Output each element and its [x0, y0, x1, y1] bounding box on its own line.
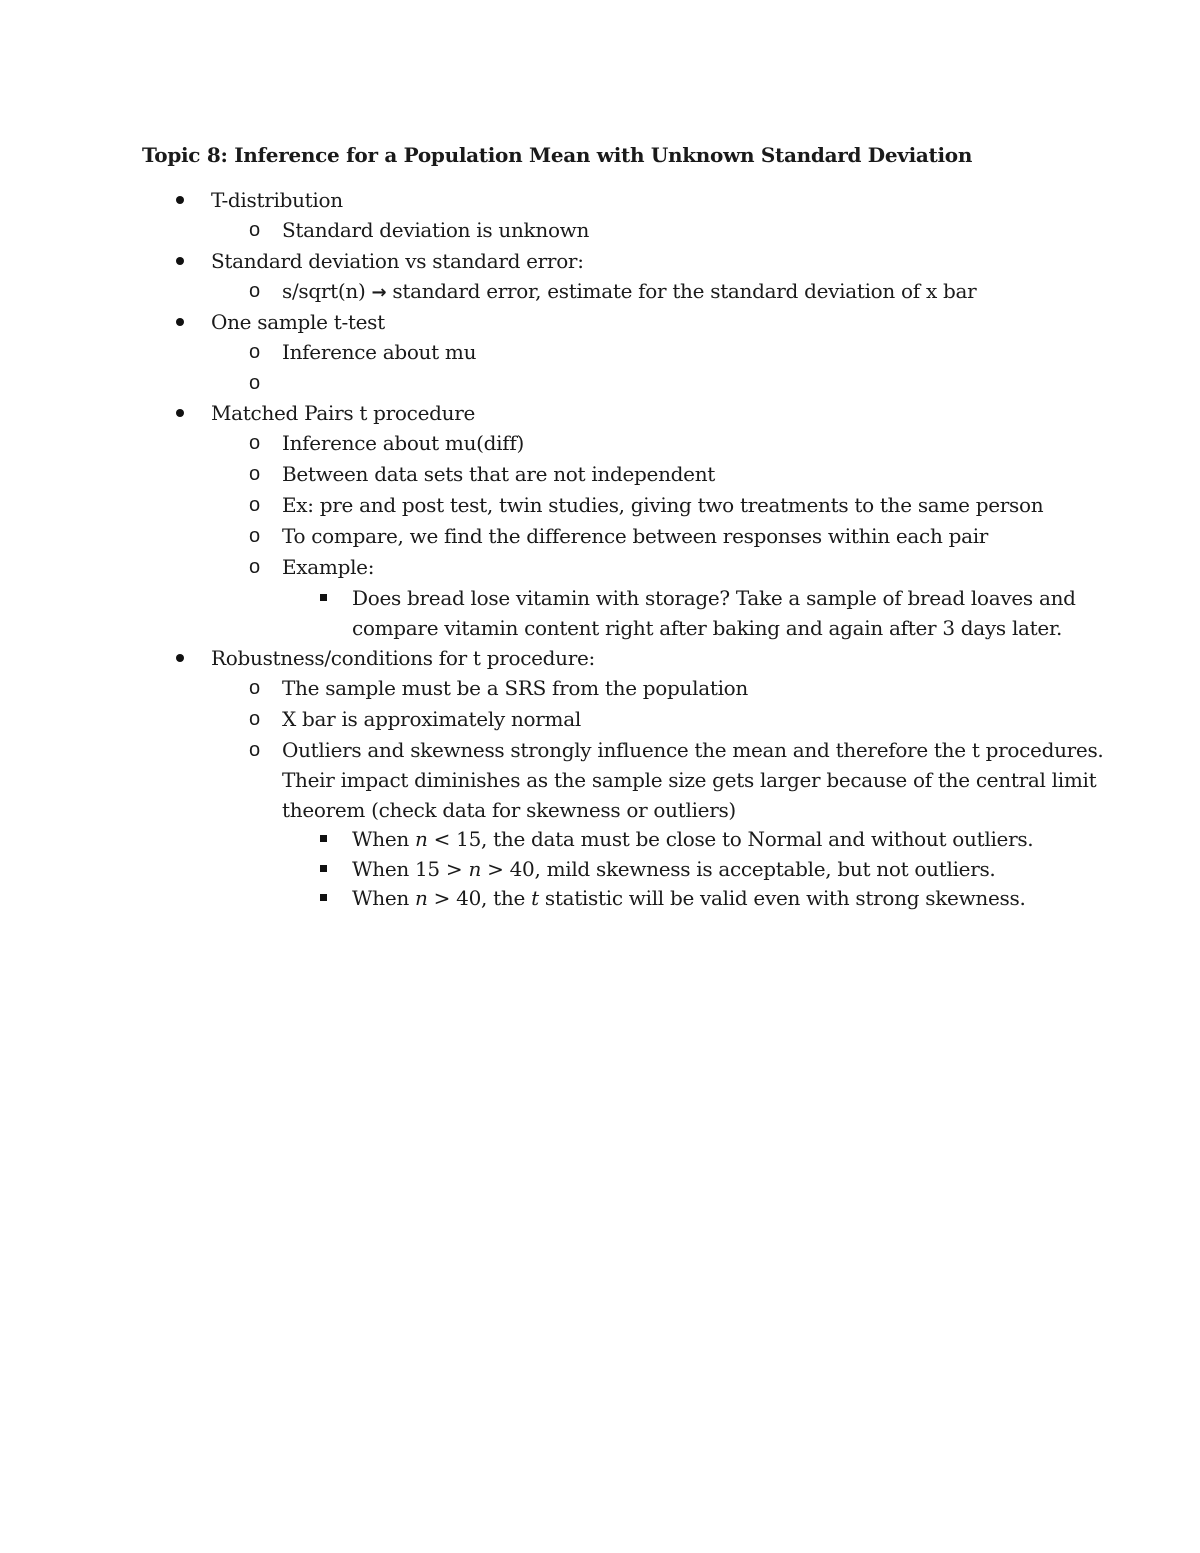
text-run: When — [352, 886, 416, 910]
list-item-continuation: theorem (check data for skewness or outliers) — [282, 798, 736, 822]
list-item: X bar is approximately normal — [282, 707, 581, 731]
se-description: standard error, estimate for the standard deviation of x bar — [392, 279, 977, 303]
list-item — [282, 279, 976, 305]
bullet-dot — [176, 257, 184, 265]
list-item: The sample must be a SRS from the population — [282, 676, 748, 700]
list-item — [352, 827, 1033, 851]
bullet-square — [320, 594, 327, 601]
italic-n: n — [415, 827, 428, 851]
bullet-circle: o — [249, 463, 261, 485]
italic-n: n — [415, 886, 428, 910]
list-item: Robustness/conditions for t procedure: — [211, 646, 595, 670]
bullet-circle: o — [249, 219, 261, 241]
list-item: Standard deviation vs standard error: — [211, 249, 584, 273]
page-title: Topic 8: Inference for a Population Mean with Unknown Standard Deviation — [142, 143, 973, 167]
text-run: > 40, mild skewness is acceptable, but not outliers. — [481, 857, 996, 881]
list-item: Does bread lose vitamin with storage? Take a sample of bread loaves and — [352, 586, 1076, 610]
bullet-circle: o — [249, 280, 261, 302]
list-item-continuation: Their impact diminishes as the sample size gets larger because of the central limit — [282, 768, 1097, 792]
se-formula: s/sqrt(n) — [282, 279, 366, 303]
bullet-circle: o — [249, 708, 261, 730]
bullet-square — [320, 894, 327, 901]
list-item: Matched Pairs t procedure — [211, 401, 475, 425]
bullet-circle: o — [249, 556, 261, 578]
bullet-circle: o — [249, 341, 261, 363]
list-item: Inference about mu — [282, 340, 477, 364]
bullet-circle: o — [249, 677, 261, 699]
bullet-dot — [176, 318, 184, 326]
text-run: When 15 > — [352, 857, 469, 881]
bullet-dot — [176, 654, 184, 662]
bullet-square — [320, 835, 327, 842]
bullet-dot — [176, 409, 184, 417]
list-item: To compare, we find the difference between responses within each pair — [282, 524, 989, 548]
text-run: < 15, the data must be close to Normal and without outliers. — [427, 827, 1034, 851]
text-run: When — [352, 827, 416, 851]
list-item — [352, 886, 1026, 910]
arrow-right-icon: → — [371, 282, 387, 303]
list-item: One sample t-test — [211, 310, 385, 334]
list-item: Outliers and skewness strongly influence the mean and therefore the t procedures. — [282, 738, 1104, 762]
bullet-dot — [176, 196, 184, 204]
list-item-continuation: compare vitamin content right after baking and again after 3 days later. — [352, 616, 1063, 640]
list-item: Ex: pre and post test, twin studies, giving two treatments to the same person — [282, 493, 1044, 517]
italic-n: n — [468, 857, 482, 881]
list-item — [352, 857, 995, 881]
text-run: > 40, the — [427, 886, 532, 910]
list-item: Between data sets that are not independent — [282, 462, 716, 486]
list-item: Example: — [282, 555, 375, 579]
bullet-circle: o — [249, 494, 261, 516]
bullet-circle: o — [249, 432, 261, 454]
bullet-square — [320, 865, 327, 872]
italic-t: t — [531, 886, 539, 910]
bullet-circle: o — [249, 525, 261, 547]
list-item: T-distribution — [211, 188, 343, 212]
list-item: Inference about mu(diff) — [282, 431, 524, 455]
list-item: Standard deviation is unknown — [282, 218, 590, 242]
text-run: statistic will be valid even with strong skewness. — [538, 886, 1026, 910]
bullet-circle: o — [249, 372, 261, 394]
bullet-circle: o — [249, 739, 261, 761]
